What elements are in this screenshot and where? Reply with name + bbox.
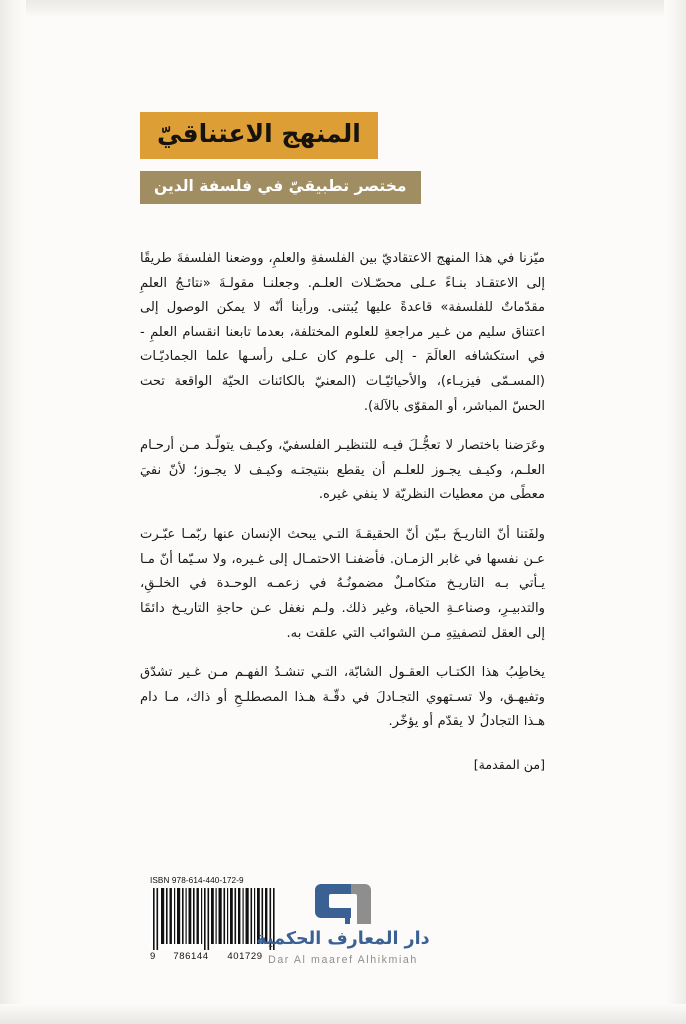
- cover-footer: [0, 834, 686, 1024]
- barcode-digit-leading: 9: [150, 951, 156, 962]
- publisher-name-latin: Dar Al maaref Alhikmiah: [268, 954, 418, 966]
- publisher-block: [0, 884, 686, 966]
- paper-edge-top: [0, 0, 686, 18]
- barcode-digit-group-1: 786144: [173, 951, 209, 962]
- blurb-paragraph-1: ميّزنا في هذا المنهج الاعتقاديّ بين الفلسفةِ والعلمِ، ووضعنا الفلسفةَ طريقًا إلى الاعتقـاد بنـاءً عـلى محصّـلات العلـم. وجعلنـا مقولـةَ «نتائـجُ العلمِ مقدّماتٌ للفلسفة» قاعدةً عليها يُبتنى. ورأينا أنّه لا يمكن الوصول إلى اعتناق سليم من غـير مراجعةِ للعلوم المختلفة، بعدما تابعنا انقسام العلمِ - في استكشافه العالَمَ - إلى علـوم كان عـلى رأسـها علما الجماديّـات (المسـمّى فيزيـاء)، والأحيائيّـات (المعنيّ بالكائنات الحيّة الواقعة تحت الحسّ المباشر، أو المقوّى بالآلة).: [140, 251, 545, 414]
- barcode-digit-group-2: 401729: [227, 951, 263, 962]
- title-group: [140, 112, 546, 204]
- blurb-attribution: [من المقدمة]: [473, 756, 545, 772]
- blurb-paragraph-4: يخاطِبُ هذا الكتـاب العقـول الشابّة، التـي تنشـدُ الفهـم مـن غـير تشدّق وتفيهـق، ولا تسـتهوي التجـادلَ في دقّـة هـذا المصطلـحِ أو ذاك، مـا دام هـذا التجادلُ لا يقدّم أو يؤخّر.: [140, 665, 545, 730]
- publisher-logo-icon: [315, 884, 371, 924]
- publisher-name-arabic: دار المعارف الحكمية: [256, 929, 430, 950]
- book-title: المنهج الاعتناقيّ: [140, 112, 378, 159]
- book-subtitle: مختصر تطبيقيّ في فلسفة الدين: [140, 171, 421, 204]
- blurb-paragraph-3: ولفَتنا أنّ التاريـخَ بـيّن أنّ الحقيقـةَ التـي يبحث الإنسان عنها ربّمـا عبّـرت عـن نفسها في غابر الزمـان. فأضفنـا الاحتمـال إلى غـيره، ولا سـيّما أنّ مـا يـأتي بـه التاريـخ متكامـلٌ مضمونُـهُ في زعمـه الوحـدة في الخلـقِ، والتدبيـرِ، وصناعـةِ الحياة، وغير ذلك. ولـم نغفل عـن حاجةِ التاريـخ دائمًا إلى العقل لتصفيتِهِ مـن الشوائب التي علقت به.: [140, 527, 545, 641]
- isbn-number: ISBN 978-614-440-172-9: [150, 876, 244, 885]
- subtitle-row: [140, 171, 546, 204]
- blurb-text: [140, 247, 545, 775]
- blurb-paragraph-2: وعَرَضنا باختصار لا تعجُّـلَ فيـه للتنظيـر الفلسفيّ، وكيـف يتولّـد مـن أرحـام العلـم، وكيـف يجـوز للعلـم أن يقطع بنتيجتـه وكيـف لا يجـوز؛ لأنّ نفيَ معطًى من معطيات النظريّة لا ينفي غيره.: [140, 438, 545, 503]
